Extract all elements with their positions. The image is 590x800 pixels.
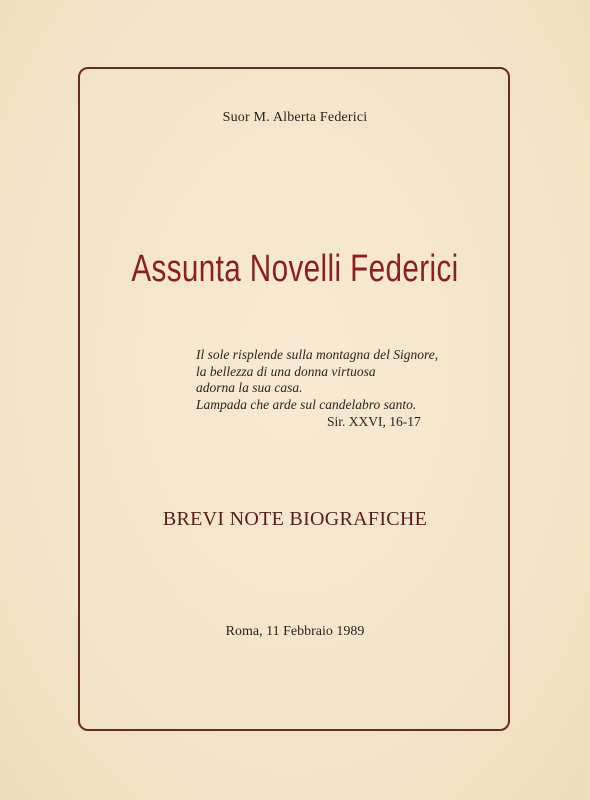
book-title: Assunta Novelli Federici xyxy=(131,248,459,290)
epigraph-line: Lampada che arde sul candelabro santo. xyxy=(196,396,417,412)
place-and-date: Roma, 11 Febbraio 1989 xyxy=(225,624,365,639)
epigraph xyxy=(196,347,438,413)
epigraph-reference: Sir. XXVI, 16-17 xyxy=(327,414,421,429)
epigraph-line: adorna la sua casa. xyxy=(196,380,303,395)
book-subtitle: BREVI NOTE BIOGRAFICHE xyxy=(162,508,428,530)
epigraph-line: Il sole risplende sulla montagna del Signore, xyxy=(196,347,439,362)
author-name: Suor M. Alberta Federici xyxy=(222,110,368,125)
epigraph-line: la bellezza di una donna virtuosa xyxy=(196,363,376,379)
